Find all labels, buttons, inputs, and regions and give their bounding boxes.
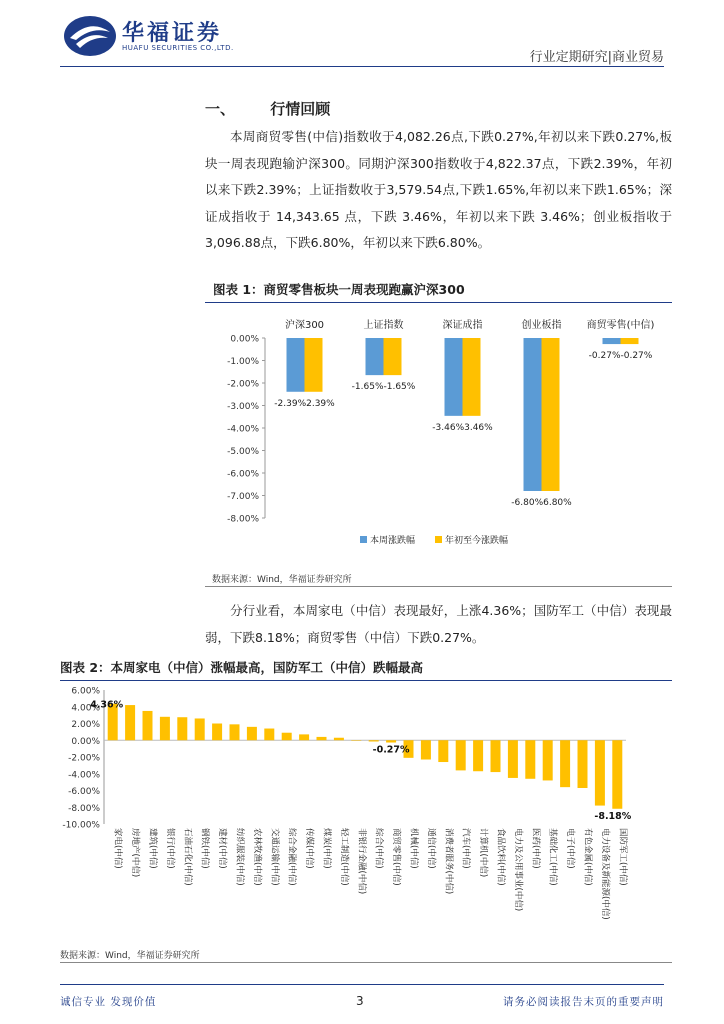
category-label: 银行(中信) [164,828,175,869]
y-tick-label: -10.00% [62,820,100,831]
bar-weekly [287,338,305,392]
category-label: 国防军工(中信) [617,828,628,886]
industry-bar [282,733,292,741]
report-type: 行业定期研究|商业贸易 [529,50,664,65]
category-label: 基础化工(中信) [547,828,558,886]
bar-ytd [384,338,402,375]
category-label: 食品饮料(中信) [495,828,506,886]
industry-paragraph [205,598,672,651]
data-label: -0.27%-0.27% [588,351,653,362]
y-tick-label: -4.00% [227,424,259,435]
y-tick-label: -3.00% [227,402,259,412]
industry-bar [143,711,153,740]
industry-bar [491,740,501,772]
category-label: 通信(中信) [425,828,436,869]
y-tick-label: 6.00% [71,686,100,697]
category-label: 家电(中信) [112,828,123,869]
category-label: 上证指数 [363,320,404,331]
page-number: 3 [356,994,364,1008]
y-tick-label: 4.00% [71,703,100,714]
category-label: 综合金融(中信) [286,828,297,886]
industry-bar [543,740,553,780]
y-tick-label: -8.00% [68,803,100,814]
industry-bar [247,727,257,740]
data-label: -3.46%3.46% [432,422,493,433]
y-tick-label: -2.00% [68,753,100,764]
category-label: 商贸零售(中信) [391,828,402,886]
industry-bar [264,729,274,741]
category-label: 电力设备及新能源(中信) [599,828,610,920]
industry-bar [369,740,379,741]
category-label: 汽车(中信) [460,828,471,869]
category-label: 综合(中信) [373,828,384,869]
y-tick-label: -6.00% [68,787,100,797]
industry-bar [125,705,135,740]
section-number: 一、 [205,100,236,118]
bar-ytd [463,338,481,416]
bar-ytd [305,338,323,392]
category-label: 房地产(中信) [130,828,141,878]
figure1-caption: 图表 1：商贸零售板块一周表现跑赢沪深300 [205,280,672,303]
data-label: -6.80%6.80% [511,498,572,508]
figure2-caption: 图表 2：本周家电（中信）涨幅最高，国防军工（中信）跌幅最高 [60,658,672,681]
data-label: -2.39%2.39% [274,398,335,409]
data-label: -1.65%-1.65% [351,382,416,393]
category-label: 电力及公用事业(中信) [512,828,523,912]
bar-weekly [445,338,463,416]
category-label: 传媒(中信) [304,828,315,869]
category-label: 有色金属(中信) [582,828,593,886]
legend-label: 年初至今涨跌幅 [445,536,509,546]
header-divider [60,66,664,67]
industry-bar [508,740,518,778]
industry-bar [386,740,396,742]
industry-bar [177,717,187,740]
y-tick-label: -1.00% [227,357,259,367]
section-heading [205,98,330,119]
category-label: 纺织服装(中信) [234,828,245,886]
figure1-source-divider [205,586,672,587]
y-tick-label: -7.00% [227,492,259,502]
y-tick-label: -4.00% [68,770,100,781]
category-label: 机械(中信) [408,828,419,869]
bar-weekly [366,338,384,375]
figure1-source: 数据来源：Wind，华福证券研究所 [212,575,352,585]
logo-chinese-name: 华福证券 [122,21,223,46]
value-label: 4.36% [90,699,124,711]
industry-bar [230,724,240,740]
legend-swatch [360,536,367,543]
section-title: 行情回顾 [270,100,331,118]
y-tick-label: -8.00% [227,514,259,525]
industry-bar [299,734,309,740]
industry-bar [160,717,170,740]
figure2-source: 数据来源：Wind，华福证券研究所 [60,951,200,961]
industry-bar [456,740,466,770]
industry-bar [317,737,327,740]
y-tick-label: 0.00% [230,334,259,345]
category-label: 商贸零售(中信) [586,320,655,331]
figure1-chart [205,302,672,562]
category-label: 医药(中信) [530,828,541,869]
bar-ytd [621,338,639,344]
category-label: 消费者服务(中信) [443,828,454,895]
industry-bar [560,740,570,787]
value-label: -8.18% [594,810,632,822]
footer-disclaimer: 请务必阅读报告末页的重要声明 [503,996,664,1008]
market-review-paragraph [205,124,672,257]
category-label: 农林牧渔(中信) [251,828,262,886]
paragraph-1: 本周商贸零售(中信)指数收于4,082.26点,下跌0.27%,年初以来下跌0.27%,板块一周表现跑输沪深300。同期沪深300指数收于4,822.37点，下跌2.39%，年初以来下跌2.39%；上证指数收于3,579.54点,下跌1.65%,年初以来下跌1.65%；深证成指收于 14,343.65 点，下跌 3.46%，年初以来下跌 3.46%；创业板指收于3,096.88点，下跌6.80%，年初以来下跌6.80%。 [205,129,672,250]
category-label: 交通运输(中信) [269,828,280,886]
category-label: 创业板指 [521,320,562,331]
category-label: 煤炭(中信) [321,828,332,869]
paragraph-2: 分行业看，本周家电（中信）表现最好，上涨4.36%；国防军工（中信）表现最弱，下跌8.18%；商贸零售（中信）下跌0.27%。 [205,603,672,645]
figure2-chart [60,680,672,942]
y-tick-label: -6.00% [227,469,259,480]
bar-ytd [542,338,560,491]
industry-bar [334,738,344,741]
y-tick-label: -2.00% [227,379,259,390]
category-label: 沪深300 [284,320,325,331]
y-tick-label: 0.00% [71,736,100,747]
legend-swatch [435,536,442,543]
industry-bar [212,724,222,741]
value-label: -0.27% [372,744,410,756]
bar-weekly [524,338,542,491]
industry-bar [612,740,622,809]
company-logo-icon [62,14,118,58]
legend-label: 本周涨跌幅 [370,536,416,546]
industry-bar [438,740,448,762]
industry-bar [195,718,205,740]
figure2-source-divider [60,962,672,963]
category-label: 深证成指 [442,320,483,331]
industry-bar [525,740,535,779]
category-label: 轻工制造(中信) [338,828,349,886]
category-label: 电子(中信) [565,828,576,869]
bar-weekly [603,338,621,344]
industry-bar [473,740,483,771]
industry-bar [421,740,431,759]
category-label: 石油石化(中信) [182,828,193,886]
footer-slogan: 诚信专业 发现价值 [60,996,157,1008]
industry-bar [595,740,605,805]
category-label: 计算机(中信) [478,828,489,878]
category-label: 非银行金融(中信) [356,828,367,895]
logo-english-name: HUAFU SECURITIES CO.,LTD. [122,44,234,52]
y-tick-label: -5.00% [227,447,259,457]
category-label: 建筑(中信) [147,828,158,869]
industry-bar [351,740,361,741]
footer-divider [60,984,664,985]
industry-bar [578,740,588,788]
y-tick-label: 2.00% [71,720,100,730]
category-label: 建材(中信) [217,828,228,869]
category-label: 钢铁(中信) [199,828,210,869]
